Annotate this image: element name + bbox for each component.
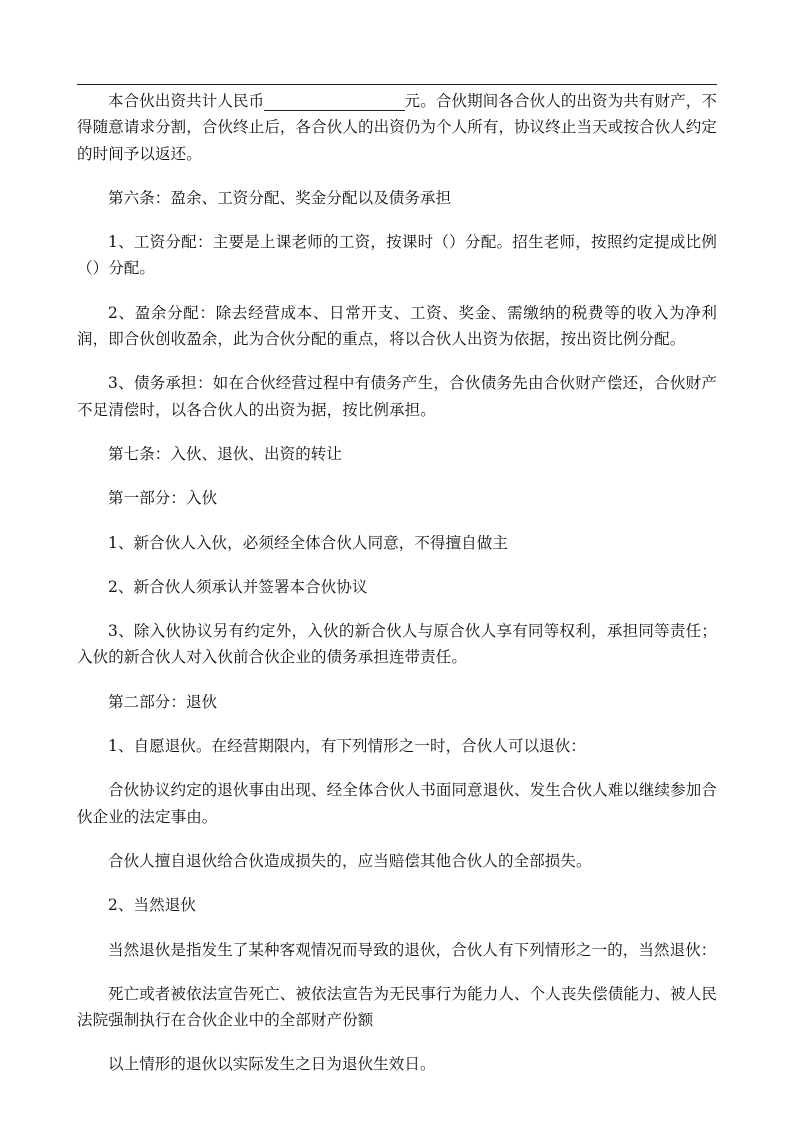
- surplus-distribution-paragraph: 2、盈余分配：除去经营成本、日常开支、工资、奖金、需缴纳的税费等的收入为净利润，即合伙创收盈余，此为合伙分配的重点，将以合伙人出资为依据，按出资比例分配。: [77, 303, 717, 349]
- unauthorized-withdrawal-paragraph: 合伙人擅自退伙给合伙造成损失的，应当赔偿其他合伙人的全部损失。: [108, 851, 592, 870]
- debt-liability-paragraph: 3、债务承担：如在合伙经营过程中有债务产生，合伙债务先由合伙财产偿还，合伙财产不足清偿时，以各合伙人的出资为据，按比例承担。: [77, 374, 717, 419]
- admission-item-2: 2、新合伙人须承认并签署本合伙协议: [108, 577, 368, 596]
- article-6-heading: 第六条：盈余、工资分配、奖金分配以及债务承担: [108, 188, 452, 207]
- voluntary-withdrawal-conditions: 合伙协议约定的退伙事由出现、经全体合伙人书面同意退伙、发生合伙人难以继续参加合伙企业的法定事由。: [77, 781, 717, 826]
- withdrawal-effective-date: 以上情形的退伙以实际发生之日为退伙生效日。: [108, 1055, 436, 1074]
- automatic-withdrawal-definition: 当然退伙是指发生了某种客观情况而导致的退伙，合伙人有下列情形之一的，当然退伙：: [108, 940, 717, 959]
- wage-distribution-paragraph: 1、工资分配：主要是上课老师的工资，按课时（）分配。招生老师，按照约定提成比例（）分配。: [77, 233, 717, 278]
- part-2-heading: 第二部分：退伙: [108, 692, 218, 711]
- admission-item-1: 1、新合伙人入伙，必须经全体合伙人同意，不得擅自做主: [108, 533, 508, 552]
- automatic-withdrawal-item: 2、当然退伙: [108, 896, 196, 915]
- article-7-heading: 第七条：入伙、退伙、出资的转让: [108, 444, 343, 463]
- document-body: [77, 88, 717, 1096]
- part-1-heading: 第一部分：入伙: [108, 489, 218, 508]
- voluntary-withdrawal-item: 1、自愿退伙。在经营期限内，有下列情形之一时，合伙人可以退伙：: [108, 737, 586, 756]
- automatic-withdrawal-conditions: 死亡或者被依法宣告死亡、被依法宣告为无民事行为能力人、个人丧失偿债能力、被人民法院强制执行在合伙企业中的全部财产份额: [77, 984, 717, 1030]
- contribution-paragraph: [77, 88, 717, 167]
- header-rule: [77, 84, 717, 85]
- contribution-text-after: 元。合伙期间各合伙人的出资为共有财产，不得随意请求分割，合伙终止后，各合伙人的出资仍为个人所有，协议终止当天或按合伙人约定的时间予以返还。: [77, 92, 717, 163]
- admission-item-3: 3、除入伙协议另有约定外，入伙的新合伙人与原合伙人享有同等权利，承担同等责任；入伙的新合伙人对入伙前合伙企业的债务承担连带责任。: [77, 622, 717, 667]
- amount-blank: [264, 92, 404, 111]
- document-page: [77, 84, 717, 1104]
- contribution-text-before: 本合伙出资共计人民币: [108, 92, 265, 110]
